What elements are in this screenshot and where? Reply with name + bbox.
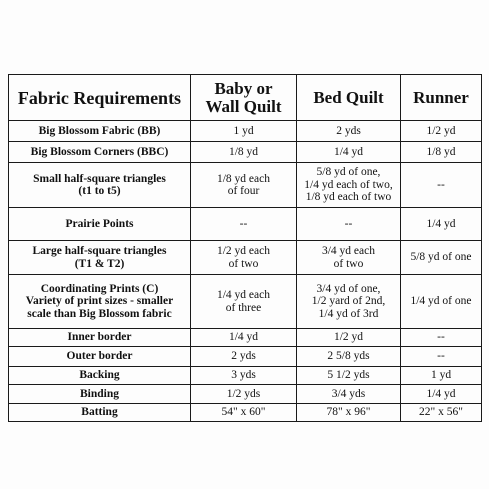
cell-baby: 2 yds bbox=[191, 347, 297, 367]
cell-baby: 1/4 yd each of three bbox=[191, 275, 297, 329]
cell-bed: 5/8 yd of one, 1/4 yd each of two, 1/8 yd each of two bbox=[297, 163, 401, 208]
row-label: Big Blossom Corners (BBC) bbox=[9, 142, 191, 163]
table-row bbox=[9, 163, 482, 208]
cell-runner: -- bbox=[401, 163, 482, 208]
cell-runner: 1/8 yd bbox=[401, 142, 482, 163]
cell-baby: 1/4 yd bbox=[191, 329, 297, 347]
header-baby-wall-quilt: Baby or Wall Quilt bbox=[191, 75, 297, 121]
row-label: Binding bbox=[9, 385, 191, 404]
cell-baby: 1/2 yds bbox=[191, 385, 297, 404]
cell-baby: -- bbox=[191, 208, 297, 241]
header-bed-quilt: Bed Quilt bbox=[297, 75, 401, 121]
cell-bed: 2 5/8 yds bbox=[297, 347, 401, 367]
cell-bed: 1/2 yd bbox=[297, 329, 401, 347]
cell-runner: 1/4 yd bbox=[401, 208, 482, 241]
cell-runner: -- bbox=[401, 329, 482, 347]
header-row bbox=[9, 75, 482, 121]
cell-bed: 3/4 yd each of two bbox=[297, 241, 401, 275]
cell-bed: 1/4 yd bbox=[297, 142, 401, 163]
cell-baby: 54" x 60" bbox=[191, 404, 297, 422]
cell-runner: 5/8 yd of one bbox=[401, 241, 482, 275]
cell-runner: 1/4 yd of one bbox=[401, 275, 482, 329]
cell-baby: 1/2 yd each of two bbox=[191, 241, 297, 275]
cell-bed: 5 1/2 yds bbox=[297, 367, 401, 385]
header-fabric-requirements: Fabric Requirements bbox=[9, 75, 191, 121]
cell-runner: 1/4 yd bbox=[401, 385, 482, 404]
cell-bed: 3/4 yd of one, 1/2 yard of 2nd, 1/4 yd of 3rd bbox=[297, 275, 401, 329]
cell-baby: 1 yd bbox=[191, 121, 297, 142]
table-row bbox=[9, 275, 482, 329]
cell-runner: 22" x 56" bbox=[401, 404, 482, 422]
table-row bbox=[9, 367, 482, 385]
table-row bbox=[9, 121, 482, 142]
row-label: Big Blossom Fabric (BB) bbox=[9, 121, 191, 142]
cell-bed: -- bbox=[297, 208, 401, 241]
table-row bbox=[9, 142, 482, 163]
cell-runner: 1/2 yd bbox=[401, 121, 482, 142]
cell-baby: 1/8 yd each of four bbox=[191, 163, 297, 208]
table-row bbox=[9, 404, 482, 422]
table-row bbox=[9, 385, 482, 404]
row-label: Small half-square triangles (t1 to t5) bbox=[9, 163, 191, 208]
header-runner: Runner bbox=[401, 75, 482, 121]
row-label: Prairie Points bbox=[9, 208, 191, 241]
fabric-requirements-table bbox=[8, 74, 482, 422]
cell-runner: 1 yd bbox=[401, 367, 482, 385]
row-label: Outer border bbox=[9, 347, 191, 367]
cell-bed: 78" x 96" bbox=[297, 404, 401, 422]
row-label: Backing bbox=[9, 367, 191, 385]
cell-baby: 3 yds bbox=[191, 367, 297, 385]
table-row bbox=[9, 208, 482, 241]
table-row bbox=[9, 347, 482, 367]
table-row bbox=[9, 241, 482, 275]
row-label: Inner border bbox=[9, 329, 191, 347]
table-row bbox=[9, 329, 482, 347]
row-label: Coordinating Prints (C) Variety of print sizes - smaller scale than Big Blossom fabric bbox=[9, 275, 191, 329]
row-label: Large half-square triangles (T1 & T2) bbox=[9, 241, 191, 275]
cell-baby: 1/8 yd bbox=[191, 142, 297, 163]
cell-bed: 2 yds bbox=[297, 121, 401, 142]
cell-runner: -- bbox=[401, 347, 482, 367]
row-label: Batting bbox=[9, 404, 191, 422]
cell-bed: 3/4 yds bbox=[297, 385, 401, 404]
